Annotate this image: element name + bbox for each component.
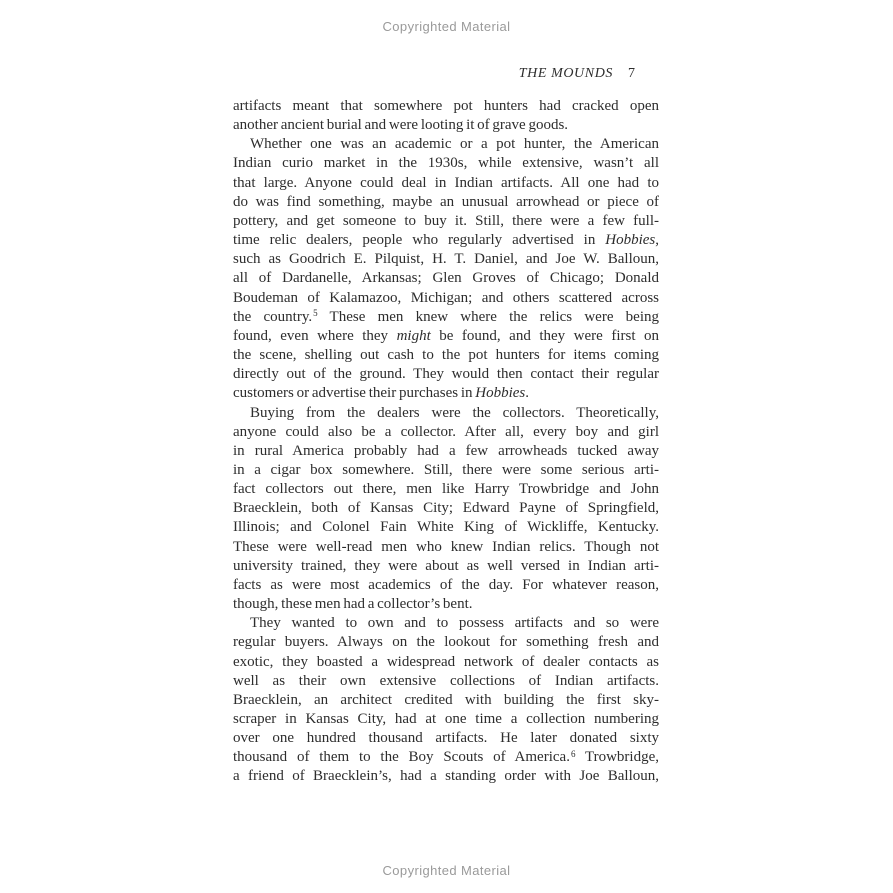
- copyright-notice-top: Copyrighted Material: [382, 19, 511, 34]
- text-line: another ancient burial and were looting it of grave goods.: [233, 117, 569, 134]
- text-line: Whether one was an academic or a pot hunter, the American: [250, 136, 659, 153]
- text-line: that large. Anyone could deal in Indian artifacts. All one had to: [233, 174, 659, 191]
- text-line: do was find something, maybe an unusual arrowhead or piece of: [233, 193, 659, 210]
- text-line: directly out of the ground. They would then contact their regular: [233, 366, 659, 383]
- text-line: Braecklein, both of Kansas City; Edward Payne of Springfield,: [233, 500, 659, 517]
- text-line: regular buyers. Always on the lookout for something fresh and: [233, 634, 659, 651]
- text-line: the country.$^5$ These men knew where the relics were being: [233, 308, 660, 325]
- text-line: They wanted to own and to possess artifacts and so were: [250, 615, 659, 632]
- text-line: in a cigar box somewhere. Still, there were some serious arti-: [233, 461, 659, 478]
- text-line: all of Dardanelle, Arkansas; Glen Groves of Chicago; Donald: [233, 270, 659, 287]
- paragraph: [233, 404, 659, 615]
- page-text: [233, 97, 659, 787]
- text-line: anyone could also be a collector. After all, every boy and girl: [233, 423, 659, 440]
- text-line: time relic dealers, people who regularly advertised in Hobbies,: [233, 232, 659, 249]
- text-line: well as their own extensive collections of Indian artifacts.: [233, 672, 659, 689]
- text-line: pottery, and get someone to buy it. Still, there were a few full-: [233, 212, 659, 229]
- copyright-notice-bottom: Copyrighted Material: [382, 863, 511, 878]
- text-line: Braecklein, an architect credited with building the first sky-: [233, 691, 659, 708]
- running-head-title: THE MOUNDS: [518, 66, 613, 81]
- text-line: These were well-read men who knew Indian relics. Though not: [233, 538, 659, 555]
- text-line: such as Goodrich E. Pilquist, H. T. Daniel, and Joe W. Balloun,: [233, 251, 659, 268]
- text-line: university trained, they were about as well versed in Indian arti-: [233, 557, 659, 574]
- text-line: scraper in Kansas City, had at one time a collection numbering: [233, 711, 659, 727]
- text-line: Boudeman of Kalamazoo, Michigan; and others scattered across: [233, 289, 659, 306]
- text-line: in rural America probably had a few arrowheads tucked away: [233, 442, 659, 459]
- text-line: artifacts meant that somewhere pot hunters had cracked open: [233, 98, 659, 114]
- paragraph: [233, 614, 659, 786]
- text-line: facts as were most academics of the day. For whatever reason,: [233, 576, 659, 593]
- running-head: [233, 66, 659, 82]
- text-line: Buying from the dealers were the collectors. Theoretically,: [250, 404, 659, 421]
- text-line: exotic, they boasted a widespread network of dealer contacts as: [233, 653, 659, 670]
- text-line: the scene, shelling out cash to the pot hunters for items coming: [233, 347, 659, 364]
- text-line: Illinois; and Colonel Fain White King of Wickliffe, Kentucky.: [233, 519, 659, 536]
- text-line: found, even where they might be found, and they were first on: [233, 327, 660, 344]
- text-line: though, these men had a collector’s bent.: [233, 596, 473, 613]
- text-line: over one hundred thousand artifacts. He later donated sixty: [233, 730, 659, 747]
- paragraph: [233, 97, 659, 135]
- text-line: a friend of Braecklein’s, had a standing order with Joe Balloun,: [233, 768, 659, 785]
- text-line: customers or advertise their purchases in Hobbies.: [233, 385, 530, 402]
- page-number: 7: [628, 66, 635, 81]
- text-line: fact collectors out there, men like Harry Trowbridge and John: [233, 481, 659, 498]
- text-line: thousand of them to the Boy Scouts of America.$^6$ Trowbridge,: [233, 748, 659, 766]
- text-line: Indian curio market in the 1930s, while extensive, wasn’t all: [233, 155, 659, 172]
- paragraph: [233, 135, 659, 403]
